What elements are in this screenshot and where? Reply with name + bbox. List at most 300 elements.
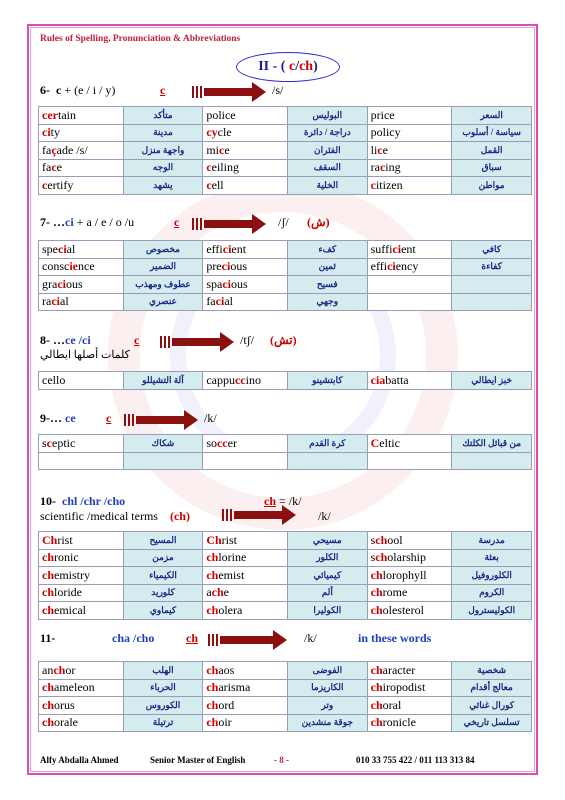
rule-number: 9-… — [40, 411, 65, 425]
rule-6-sound: /s/ — [272, 83, 284, 97]
word-cell — [39, 714, 124, 732]
table-row — [39, 276, 532, 294]
rule-8-note: كلمات أصلها ايطالي — [40, 349, 130, 361]
translation-cell: المسيح — [123, 532, 203, 550]
table-8 — [38, 371, 532, 390]
translation-cell: الكوليرا — [287, 602, 367, 620]
word-pre: cappu — [206, 372, 235, 387]
table-row — [39, 241, 532, 259]
section-sep: / — [295, 59, 300, 74]
word-hl: cc — [216, 435, 228, 450]
rule-number: 11- — [40, 631, 56, 645]
word-pre: gra — [42, 276, 58, 291]
word-cell — [203, 372, 288, 390]
word-cell — [39, 532, 124, 550]
rule-7 — [40, 215, 134, 230]
word-cell — [367, 452, 452, 470]
word-cell — [367, 177, 452, 195]
word-post: batta — [385, 372, 409, 387]
word-cell — [203, 532, 288, 550]
word-hl: c — [370, 177, 376, 192]
word-cell — [39, 107, 124, 125]
word-cell — [39, 177, 124, 195]
word-post: orale — [54, 715, 78, 730]
word-post: iropodist — [382, 680, 426, 695]
word-hl: ch — [370, 680, 383, 695]
translation-cell: كورال غنائي — [452, 697, 532, 715]
translation-cell: وتر — [287, 697, 367, 715]
table-row — [39, 662, 532, 680]
word-cell — [39, 602, 124, 620]
word-post: eltic — [379, 435, 400, 450]
word-post: or — [65, 662, 76, 677]
word-hl: ch — [370, 585, 383, 600]
word-post: itizen — [375, 177, 403, 192]
word-cell — [367, 549, 452, 567]
word-hl: ci — [42, 125, 51, 140]
word-hl: ch — [206, 567, 219, 582]
word-cell — [39, 697, 124, 715]
word-pre: fa — [42, 142, 52, 157]
word-post: cello — [42, 372, 66, 387]
rule-11-letter: ch — [186, 631, 198, 645]
word-cell — [39, 159, 124, 177]
translation-cell: كيماوي — [123, 602, 203, 620]
word-hl: ie — [69, 259, 78, 274]
section-c: c — [288, 59, 296, 74]
word-cell — [367, 435, 452, 453]
translation-cell: جوقة منشدين — [287, 714, 367, 732]
word-pre: effi — [206, 241, 223, 256]
rule-10-sub-text: scientific /medical terms — [40, 509, 158, 523]
rule-8 — [40, 333, 91, 348]
translation-cell: الوجه — [123, 159, 203, 177]
word-cell — [39, 241, 124, 259]
word-post: ell — [211, 177, 224, 192]
word-hl: cy — [206, 125, 218, 140]
translation-cell: شكاك — [123, 435, 203, 453]
translation-cell: الكروم — [452, 584, 532, 602]
translation-cell: الفئران — [287, 142, 367, 160]
word-cell — [367, 714, 452, 732]
table-10 — [38, 531, 532, 620]
word-pre: an — [42, 662, 54, 677]
translation-cell: مزمن — [123, 549, 203, 567]
word-hl: c — [51, 160, 57, 175]
word-hl: ch — [211, 585, 224, 600]
word-cell — [367, 662, 452, 680]
translation-cell: فسيح — [287, 276, 367, 294]
word-post: ino — [245, 372, 261, 387]
translation-cell — [452, 276, 532, 294]
word-cell — [367, 258, 452, 276]
section-ch: ch — [299, 59, 314, 74]
translation-cell: آلة التشيللو — [123, 372, 203, 390]
word-post: e — [382, 142, 388, 157]
word-post: rome — [382, 585, 408, 600]
rule-number: 6- — [40, 83, 50, 97]
rule-number: 10- — [40, 494, 56, 508]
word-cell — [367, 107, 452, 125]
rule-10-sub-ch: (ch) — [169, 509, 190, 523]
word-hl: c — [377, 142, 383, 157]
rule-10-sub-sound: /k/ — [318, 509, 331, 523]
word-post: ertify — [47, 177, 74, 192]
word-post: ronicle — [382, 715, 416, 730]
translation-cell: دراجة / دائرة — [287, 124, 367, 142]
translation-cell: شخصية — [452, 662, 532, 680]
word-cell — [203, 602, 288, 620]
word-hl: ch — [206, 680, 219, 695]
rule-pattern: ci — [65, 215, 74, 229]
arrow-icon — [192, 218, 267, 230]
footer-author: Alfy Abdalla Ahmed — [40, 755, 119, 765]
translation-cell: الكوليسترول — [452, 602, 532, 620]
translation-cell: كفء — [287, 241, 367, 259]
word-post: cle — [217, 125, 232, 140]
translation-cell: الكوروس — [123, 697, 203, 715]
translation-cell: القمل — [452, 142, 532, 160]
word-pre: spe — [42, 241, 58, 256]
word-hl: ci — [51, 294, 60, 309]
word-cell — [39, 276, 124, 294]
translation-cell: كافي — [452, 241, 532, 259]
table-6 — [38, 106, 532, 195]
table-row — [39, 142, 532, 160]
arrow-icon — [222, 509, 297, 521]
word-post: ade /s/ — [56, 142, 88, 157]
rule-8-arabic: (تش) — [270, 333, 297, 347]
word-cell — [367, 293, 452, 311]
word-hl: ch — [53, 662, 66, 677]
translation-cell: الكيمياء — [123, 567, 203, 585]
word-pre: s — [370, 532, 376, 547]
rule-8-letter: c — [134, 333, 140, 347]
translation-cell: مسيحي — [287, 532, 367, 550]
rule-6-letter: c — [160, 83, 166, 97]
rule-10-letter: ch — [264, 494, 276, 508]
word-cell — [203, 714, 288, 732]
rule-6 — [40, 83, 115, 98]
translation-cell: تسلسل تاريخي — [452, 714, 532, 732]
word-hl: ch — [42, 602, 54, 617]
word-cell — [203, 241, 288, 259]
rule-pattern: chl /chr /cho — [62, 494, 126, 508]
word-cell — [367, 679, 452, 697]
word-hl: Ch — [42, 532, 58, 547]
word-hl: c — [206, 160, 212, 175]
word-cell — [39, 124, 124, 142]
rule-number: 8- … — [40, 333, 65, 347]
word-hl: ch — [375, 550, 388, 565]
word-cell — [39, 452, 124, 470]
word-post: rist — [57, 532, 73, 547]
word-hl: ci — [215, 294, 225, 309]
word-cell — [39, 662, 124, 680]
word-hl: Ch — [206, 532, 222, 547]
word-cell — [367, 567, 452, 585]
translation-cell: من قبائل الكلتك — [452, 435, 532, 453]
translation-cell: كلوريد — [123, 584, 203, 602]
word-cell — [367, 372, 452, 390]
word-cell — [367, 124, 452, 142]
word-cell — [203, 293, 288, 311]
word-cell — [39, 679, 124, 697]
word-hl: ch — [206, 662, 219, 677]
word-hl: ci — [387, 259, 396, 274]
translation-cell: الضمير — [123, 258, 203, 276]
word-post: nce — [78, 259, 95, 274]
table-11 — [38, 661, 532, 732]
word-cell — [203, 584, 288, 602]
word-hl: c — [379, 160, 386, 175]
translation-cell: الهلب — [123, 662, 203, 680]
section-label: II - ( — [258, 59, 286, 74]
rule-7-sound: /ʃ/ — [278, 215, 289, 229]
translation-cell: كفاءة — [452, 258, 532, 276]
word-post: aracter — [382, 662, 416, 677]
word-pre: effi — [370, 259, 388, 274]
translation-cell: ألم — [287, 584, 367, 602]
translation-cell: خبز ايطالي — [452, 372, 532, 390]
rule-pattern-rest: + a / e / o /u — [73, 215, 135, 229]
word-cell — [203, 549, 288, 567]
word-hl: ch — [42, 715, 54, 730]
word-hl: ch — [370, 662, 383, 677]
word-post: orus — [54, 697, 75, 712]
word-pre: li — [370, 142, 378, 157]
word-post: price — [370, 107, 395, 122]
word-hl: c — [218, 142, 225, 157]
word-pre: so — [206, 435, 217, 450]
word-hl: ch — [206, 697, 219, 712]
word-hl: ch — [42, 567, 54, 582]
word-cell — [39, 372, 124, 390]
table-row — [39, 107, 532, 125]
word-hl: ch — [206, 602, 219, 617]
word-hl: ch — [42, 680, 54, 695]
translation-cell: يشهد — [123, 177, 203, 195]
word-hl: cc — [234, 372, 246, 387]
translation-cell: مدينة — [123, 124, 203, 142]
translation-cell: مخصوص — [123, 241, 203, 259]
translation-cell: الحرباء — [123, 679, 203, 697]
translation-cell: كابتشينو — [287, 372, 367, 390]
word-hl: ch — [375, 532, 388, 547]
word-post: olera — [218, 602, 243, 617]
word-pre: fa — [206, 294, 216, 309]
word-post: arisma — [218, 680, 251, 695]
rule-10-sound: = /k/ — [279, 494, 302, 508]
arrow-icon — [124, 414, 199, 426]
word-pre: suffi — [370, 241, 393, 256]
word-post: ous — [66, 276, 83, 291]
footer-phones: 010 33 755 422 / 011 113 313 84 — [356, 755, 475, 765]
word-cell — [39, 567, 124, 585]
word-cell — [367, 241, 452, 259]
word-post: e — [223, 585, 229, 600]
word-hl: ci — [57, 276, 66, 291]
word-pre: consc — [42, 259, 70, 274]
word-post: ing — [385, 160, 401, 175]
translation-cell: الكلور — [287, 549, 367, 567]
word-hl: ci — [221, 259, 231, 274]
word-pre: ra — [370, 160, 380, 175]
table-row — [39, 293, 532, 311]
word-pre: ra — [42, 294, 52, 309]
translation-cell — [452, 452, 532, 470]
word-hl: ci — [392, 241, 402, 256]
rule-9-letter: c — [106, 411, 112, 425]
word-hl: ch — [206, 715, 219, 730]
word-cell — [203, 679, 288, 697]
word-cell — [203, 142, 288, 160]
section-close: ) — [313, 59, 318, 74]
word-post: ent — [231, 241, 247, 256]
translation-cell: مدرسة — [452, 532, 532, 550]
word-hl: ch — [42, 585, 54, 600]
footer-role: Senior Master of English — [150, 755, 246, 765]
word-cell — [203, 159, 288, 177]
translation-cell: ثمين — [287, 258, 367, 276]
word-post: al — [224, 294, 233, 309]
table-row — [39, 697, 532, 715]
word-post: loride — [54, 585, 82, 600]
word-post: lorophyll — [382, 567, 427, 582]
table-9 — [38, 434, 532, 470]
word-hl: cia — [370, 372, 386, 387]
translation-cell: عنصري — [123, 293, 203, 311]
word-post: oir — [218, 715, 232, 730]
rule-pattern: ce — [65, 411, 76, 425]
table-row — [39, 549, 532, 567]
table-7 — [38, 240, 532, 311]
rule-pattern-rest: + (e / i / y) — [61, 83, 116, 97]
word-pre: s — [42, 435, 47, 450]
word-post: olesterol — [382, 602, 424, 617]
section-heading — [236, 52, 340, 82]
arrow-icon — [208, 634, 288, 646]
word-hl: ci — [58, 241, 67, 256]
word-post: ord — [218, 697, 235, 712]
word-post: emical — [54, 602, 86, 617]
word-post: tain — [57, 107, 76, 122]
rule-11-tail: in these words — [358, 631, 432, 645]
word-hl: ch — [370, 715, 383, 730]
translation-cell — [123, 452, 203, 470]
word-cell — [39, 142, 124, 160]
word-cell — [39, 435, 124, 453]
table-row — [39, 372, 532, 390]
word-hl: ç — [51, 142, 57, 157]
word-cell — [367, 276, 452, 294]
word-pre: fa — [42, 160, 52, 175]
word-hl: ci — [222, 276, 231, 291]
word-post: police — [206, 107, 236, 122]
word-post: e — [56, 160, 62, 175]
translation-cell: عطوف ومهذب — [123, 276, 203, 294]
table-row — [39, 435, 532, 453]
translation-cell: سياسة / أسلوب — [452, 124, 532, 142]
word-cell — [203, 567, 288, 585]
word-hl: c — [42, 177, 48, 192]
word-cell — [203, 452, 288, 470]
word-cell — [203, 662, 288, 680]
footer-page: - 8 - — [274, 755, 289, 765]
rule-8-sound: /tʃ/ — [240, 333, 254, 347]
translation-cell — [452, 293, 532, 311]
word-cell — [203, 697, 288, 715]
translation-cell: معالج أقدام — [452, 679, 532, 697]
translation-cell: بعثة — [452, 549, 532, 567]
rule-11-sound: /k/ — [304, 631, 317, 645]
word-post: ool — [387, 532, 403, 547]
word-post: ency — [395, 259, 419, 274]
arrow-icon — [160, 336, 235, 348]
translation-cell: متأكد — [123, 107, 203, 125]
word-hl: c — [206, 177, 212, 192]
translation-cell: الفوضى — [287, 662, 367, 680]
word-hl: C — [370, 435, 380, 450]
translation-cell: الكاريزما — [287, 679, 367, 697]
rule-9-sound: /k/ — [204, 411, 217, 425]
table-row — [39, 159, 532, 177]
word-cell — [203, 124, 288, 142]
translation-cell: كيميائي — [287, 567, 367, 585]
translation-cell: السعر — [452, 107, 532, 125]
table-row — [39, 258, 532, 276]
word-cell — [39, 584, 124, 602]
table-row — [39, 124, 532, 142]
word-post: aos — [218, 662, 235, 677]
word-post: ty — [50, 125, 61, 140]
word-post: er — [227, 435, 237, 450]
word-post: emistry — [54, 567, 90, 582]
word-post: emist — [218, 567, 245, 582]
table-row — [39, 532, 532, 550]
table-row — [39, 452, 532, 470]
word-cell — [203, 177, 288, 195]
translation-cell: ترتيلة — [123, 714, 203, 732]
table-row — [39, 714, 532, 732]
word-post: e — [224, 142, 230, 157]
word-pre: mi — [206, 142, 219, 157]
rule-7-arabic: (ش) — [307, 215, 330, 229]
word-hl: ch — [206, 550, 219, 565]
table-row — [39, 679, 532, 697]
translation-cell: سباق — [452, 159, 532, 177]
word-post: rist — [221, 532, 237, 547]
page-title: Rules of Spelling, Pronunciation & Abbreviations — [40, 34, 241, 44]
translation-cell: السقف — [287, 159, 367, 177]
word-post: eiling — [211, 160, 239, 175]
word-post: al — [60, 294, 69, 309]
rule-11-pattern: cha /cho — [112, 631, 155, 645]
rule-7-letter: c — [174, 215, 180, 229]
translation-cell: البوليس — [287, 107, 367, 125]
word-cell — [367, 142, 452, 160]
word-post: ous — [230, 276, 248, 291]
word-hl: ci — [222, 241, 232, 256]
rule-number: 7- … — [40, 215, 65, 229]
word-post: eptic — [52, 435, 76, 450]
word-post: lorine — [218, 550, 247, 565]
translation-cell: كرة القدم — [287, 435, 367, 453]
word-cell — [367, 159, 452, 177]
word-pre: s — [370, 550, 376, 565]
word-hl: ch — [370, 567, 383, 582]
word-post: ous — [230, 259, 247, 274]
